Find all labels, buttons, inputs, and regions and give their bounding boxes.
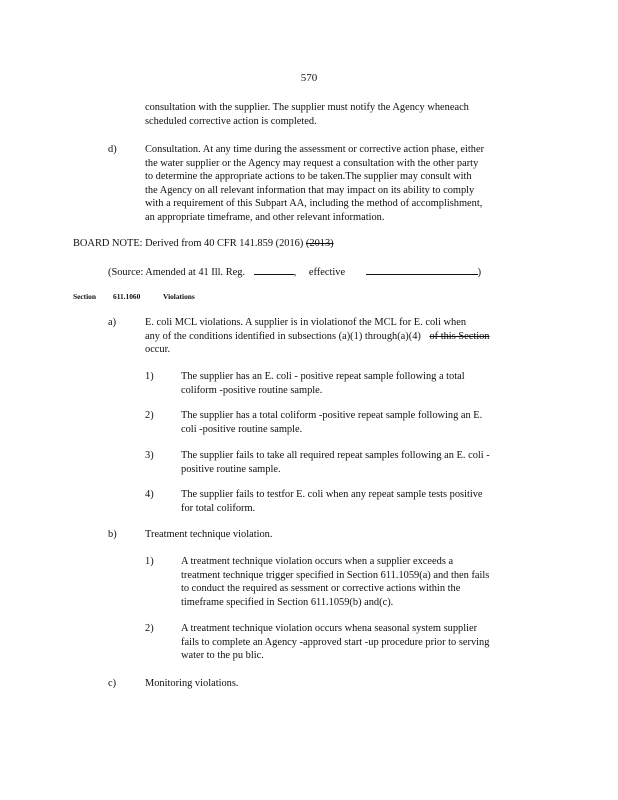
item-a3-text (181, 449, 490, 476)
text-line: coliform -positive routine sample. (181, 384, 323, 396)
text-line: to conduct the required as sessment or corrective actions within the (181, 583, 461, 595)
text-line: to determine the appropriate actions to be taken.The supplier may consult with (145, 171, 472, 183)
struck-text: (2013) (305, 238, 334, 249)
text-line: occur. (145, 344, 171, 356)
text-line: The supplier has a total coliform -positive repeat sample following an E. (181, 410, 483, 421)
continued-paragraph (145, 101, 469, 128)
section-label: Section (73, 292, 96, 301)
item-label: 2) (145, 410, 154, 421)
page-number: 570 (300, 72, 318, 84)
item-a4-text (181, 488, 483, 515)
subsection-b-heading (145, 528, 272, 542)
source-prefix: (Source: Amended at 41 Ill. Reg. (108, 267, 246, 278)
subsection-label-b: b) (108, 529, 117, 540)
text-line: A treatment technique violation occurs when a supplier exceeds a (181, 556, 454, 567)
effective-label: effective (308, 267, 346, 278)
text-line: with a requirement of this Subpart AA, including the method of accomplishment, (145, 198, 483, 210)
board-note (73, 237, 334, 251)
subsection-label-d: d) (108, 144, 117, 155)
text-line: coli -positive routine sample. (181, 423, 303, 435)
board-note-text: BOARD NOTE: Derived from 40 CFR 141.859 (2016) (73, 238, 304, 249)
item-a2-text (181, 409, 482, 436)
section-title: Violations (163, 292, 195, 301)
item-label: 1) (145, 371, 154, 382)
subsection-c-heading (145, 677, 239, 691)
effective-blank (366, 264, 478, 275)
text-line: consultation with the supplier. The supplier must notify the Agency wheneach (145, 102, 469, 113)
struck-text: of this Section (429, 330, 490, 342)
item-a1-text (181, 370, 465, 397)
text-line: The supplier has an E. coli - positive repeat sample following a total (181, 371, 465, 382)
text-line: The supplier fails to take all required repeat samples following an E. coli - (181, 450, 490, 461)
subsection-label-c: c) (108, 678, 117, 689)
text-line: for total coliform. (181, 502, 256, 514)
text-line: the Agency on all relevant information that may impact on its ability to comply (145, 184, 475, 196)
text-line: E. coli MCL violations. A supplier is in violationof the MCL for E. coli when (145, 317, 467, 328)
text-line: positive routine sample. (181, 463, 281, 475)
text-line: Monitoring violations. (145, 678, 239, 689)
item-b1-text (181, 555, 489, 609)
subsection-d-text (145, 143, 484, 225)
item-b2-text (181, 622, 489, 663)
text-line: Consultation. At any time during the assessment or corrective action phase, either (145, 144, 485, 155)
item-label: 3) (145, 450, 154, 461)
text-line: water to the pu blic. (181, 650, 264, 662)
text-line: fails to complete an Agency -approved start -up procedure prior to serving (181, 636, 490, 648)
text-line: A treatment technique violation occurs whena seasonal system supplier (181, 623, 478, 634)
text-line: scheduled corrective action is completed. (145, 115, 317, 127)
item-label: 2) (145, 623, 154, 634)
text-line: Treatment technique violation. (145, 529, 273, 540)
subsection-label-a: a) (108, 317, 117, 328)
text-line: treatment technique trigger specified in Section 611.1059(a) and then fails (181, 569, 490, 581)
source-note: (Source: Amended at 41 Ill. Reg. , effective ) (108, 264, 481, 280)
item-label: 4) (145, 489, 154, 500)
item-label: 1) (145, 556, 154, 567)
text-line: the water supplier or the Agency may request a consultation with the other party (145, 157, 479, 169)
text-line: an appropriate timeframe, and other relevant information. (145, 211, 385, 223)
text-line: any of the conditions identified in subsections (a)(1) through(a)(4) (145, 330, 421, 342)
text-line: timeframe specified in Section 611.1059(b) and(c). (181, 596, 394, 608)
subsection-a-text (145, 316, 490, 357)
text-line: The supplier fails to testfor E. coli when any repeat sample tests positive (181, 489, 483, 500)
reg-blank (254, 264, 294, 275)
section-number: 611.1060 (113, 292, 141, 301)
source-close: ) (477, 267, 482, 278)
